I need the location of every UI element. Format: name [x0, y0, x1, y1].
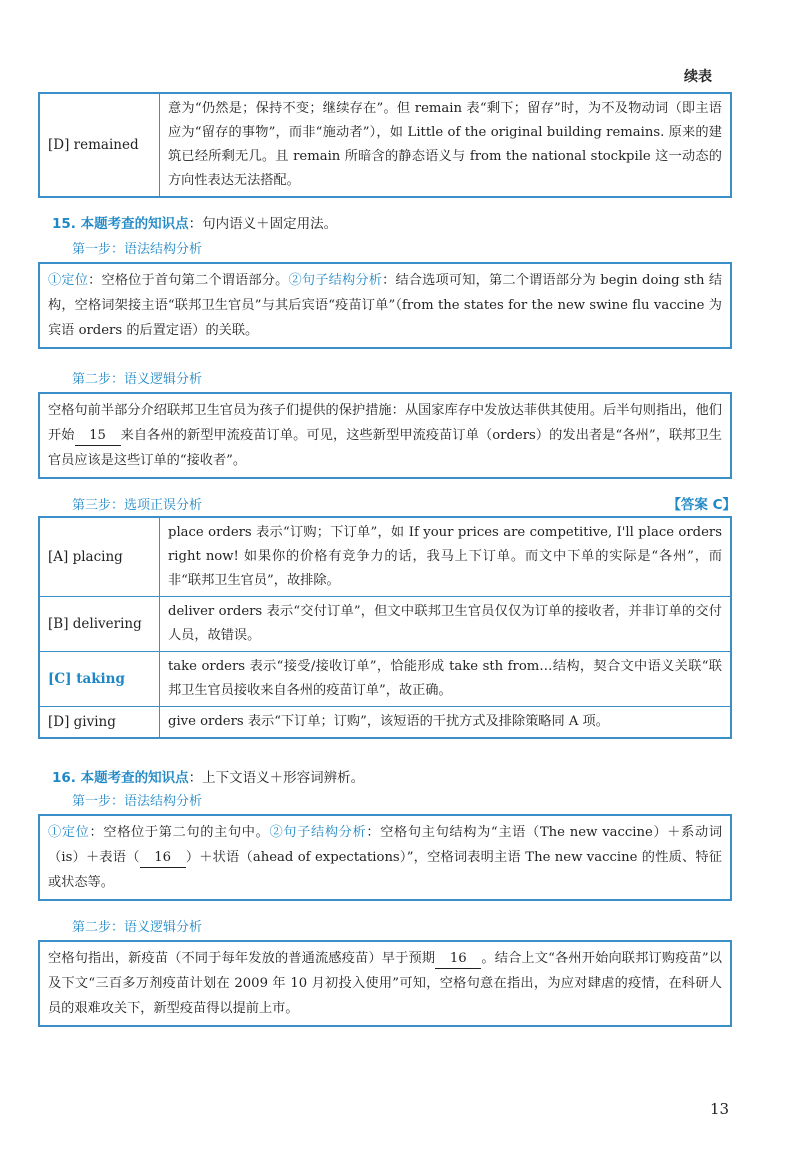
option-label: [A] placing	[40, 518, 160, 596]
option-label: [D] remained	[40, 94, 160, 196]
blank-16b: 16	[435, 950, 481, 969]
option-explanation: take orders 表示“接受/接收订单”，恰能形成 take sth from…结构，契合文中语义关联“联邦卫生官员接收来自各州的疫苗订单”，故正确。	[168, 659, 722, 698]
q15-options-table	[38, 516, 732, 739]
table-row	[40, 596, 730, 651]
q15-grammar-box: ①定位：空格位于首句第二个谓语部分。②句子结构分析：结合选项可知，第二个谓语部分为 begin doing sth 结构，空格词架接主语“联邦卫生官员”与其后宾语“疫苗订单”（from the states for the new swine flu vaccine 为宾语 orders 的后置定语）的关联。	[38, 262, 732, 349]
option-label: [B] delivering	[40, 597, 160, 651]
option-explanation: place orders 表示“订购；下订单”，如 If your prices are competitive, I'll place orders right now! 如果你的价格有竞争力的话，我马上下订单。而文中下单的实际是“各州”，而非“联邦卫生官员”，故排除。	[168, 525, 722, 588]
page-number: 13	[710, 1100, 730, 1118]
q16-grammar-box: ①定位：空格位于第二句的主句中。②句子结构分析：空格句主句结构为“主语（The new vaccine）＋系动词（is）＋表语（ 16 ）＋状语（ahead of expectations）”，空格词表明主语 The new vaccine 的性质、特征或状态等。	[38, 814, 732, 901]
table-continued	[38, 92, 732, 198]
q16-heading: 16. 本题考查的知识点：上下文语义＋形容词辨析。	[52, 770, 365, 786]
blank-16: 16	[140, 849, 186, 868]
q16-step2: 第二步：语义逻辑分析	[72, 920, 203, 935]
blank-15: 15	[75, 427, 121, 446]
table-row	[40, 651, 730, 706]
q15-semantic-box: 空格句前半部分介绍联邦卫生官员为孩子们提供的保护措施：从国家库存中发放达菲供其使用。后半句则指出，他们开始 15 来自各州的新型甲流疫苗订单。可见，这些新型甲流疫苗订单（orders）的发出者是“各州”，联邦卫生官员应该是这些订单的“接收者”。	[38, 392, 732, 479]
q15-step3: 第三步：选项正误分析	[72, 498, 203, 513]
option-explanation: give orders 表示“下订单；订购”，该短语的干扰方式及排除策略同 A 项。	[168, 714, 609, 729]
q16-semantic-box: 空格句指出，新疫苗（不同于每年发放的普通流感疫苗）早于预期 16 。结合上文“各州开始向联邦订购疫苗”以及下文“三百多万剂疫苗计划在 2009 年 10 月初投入使用”可知，空格句意在指出，为应对肆虐的疫情，在科研人员的艰难攻关下，新型疫苗得以提前上市。	[38, 940, 732, 1027]
table-row	[40, 518, 730, 596]
option-explanation: 意为“仍然是；保持不变；继续存在”。但 remain 表“剩下；留存”时，为不及物动词（即主语应为“留存的事物”，而非“施动者”），如 Little of the original building remains. 原来的建筑已经所剩无几。且 remain 所暗含的静态语义与 from the national stockpile 这一动态的方向性表达无法搭配。	[168, 101, 722, 188]
continued-label: 续表	[684, 69, 712, 85]
q15-step1: 第一步：语法结构分析	[72, 242, 203, 257]
option-label-correct: [C] taking	[40, 652, 160, 706]
q15-heading: 15. 本题考查的知识点：句内语义＋固定用法。	[52, 216, 338, 232]
q15-answer: 【答案 C】	[667, 497, 736, 513]
table-row	[40, 94, 730, 196]
option-explanation: deliver orders 表示“交付订单”，但文中联邦卫生官员仅仅为订单的接收者，并非订单的交付人员，故错误。	[168, 604, 722, 643]
q15-step2: 第二步：语义逻辑分析	[72, 372, 203, 387]
table-row	[40, 706, 730, 737]
q16-step1: 第一步：语法结构分析	[72, 794, 203, 809]
option-label: [D] giving	[40, 707, 160, 737]
